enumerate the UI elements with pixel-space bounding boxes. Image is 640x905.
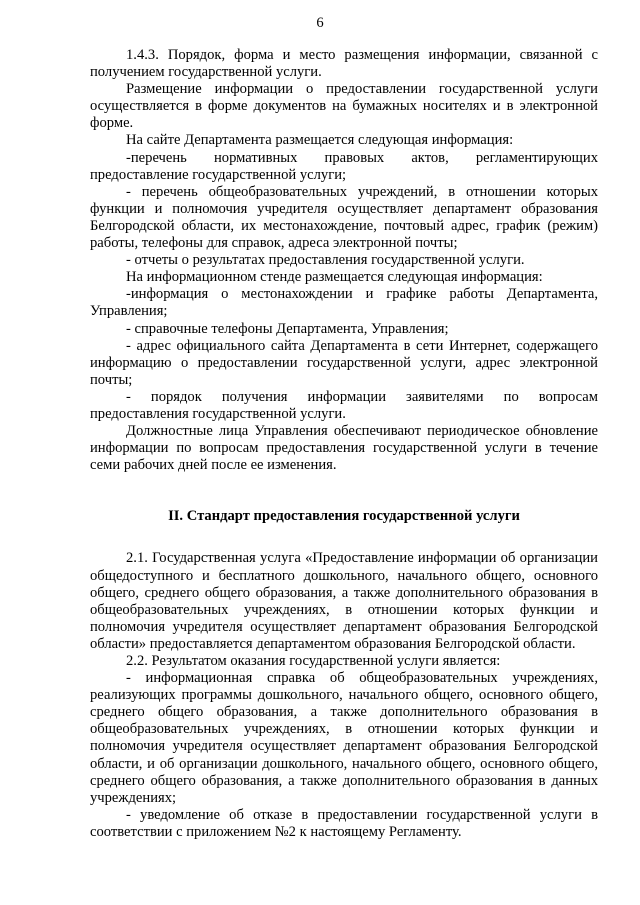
list-item-info-certificate: - информационная справка об общеобразовательных учреждениях, реализующих программы дошкольного, начального общего, основного общего, среднего общего образования, а также дополнительного образования в общеобразовательных учреждениях, в отношении которых функции и полномочия учредителя осуществляет департамент образования Белгородской области, и об организации дошкольного, начального общего, основного общего, среднего общего образования, а также дополнительного образования в данных учреждениях; <box>90 670 598 806</box>
list-item-refusal-notice: - уведомление об отказе в предоставлении государственной услуги в соответствии с приложением №2 к настоящему Регламенту. <box>90 806 598 840</box>
paragraph-2-1: 2.1. Государственная услуга «Предоставление информации об организации общедоступного и бесплатного дошкольного, начального общего, основного общего, среднего общего образования, а также дополнительного образования в общеобразовательных учреждениях, в отношении которых функции и полномочия учредителя осуществляет департамент образования Белгородской области» предоставляется департаментом образования Белгородской области. <box>90 550 598 652</box>
paragraph-1-4-3: 1.4.3. Порядок, форма и место размещения информации, связанной с получением государственной услуги. <box>90 47 598 81</box>
list-item-institutions-list: - перечень общеобразовательных учреждений, в отношении которых функции и полномочия учредителя осуществляет департамент образования Белгородской области, их местонахождение, почтовый адрес, график (режим) работы, телефоны для справок, адреса электронной почты; <box>90 183 598 252</box>
section-heading: II. Стандарт предоставления государственной услуги <box>168 508 520 525</box>
paragraph-placement-form: Размещение информации о предоставлении государственной услуги осуществляется в форме документов на бумажных носителях и в электронной форме. <box>90 81 598 132</box>
page-number: 6 <box>316 15 324 31</box>
list-item-reports: - отчеты о результатах предоставления государственной услуги. <box>126 252 525 269</box>
list-item-info-procedure: - порядок получения информации заявителями по вопросам предоставления государственной услуги. <box>90 388 598 422</box>
list-item-normative-acts: -перечень нормативных правовых актов, регламентирующих предоставление государственной услуги; <box>90 149 598 183</box>
list-item-location-schedule: -информация о местонахождении и графике работы Департамента, Управления; <box>90 286 598 320</box>
list-item-website-address: - адрес официального сайта Департамента в сети Интернет, содержащего информацию о предоставлении государственной услуги, адрес электронной почты; <box>90 337 598 388</box>
paragraph-stand-info-intro: На информационном стенде размещается следующая информация: <box>126 269 543 286</box>
paragraph-2-2: 2.2. Результатом оказания государственной услуги является: <box>126 653 501 669</box>
list-item-phones: - справочные телефоны Департамента, Управления; <box>126 320 449 337</box>
document-body <box>90 47 598 841</box>
paragraph-officials-update: Должностные лица Управления обеспечивают периодическое обновление информации по вопросам предоставления государственной услуги в течение семи рабочих дней после ее изменения. <box>90 423 598 474</box>
paragraph-website-info-intro: На сайте Департамента размещается следующая информация: <box>126 132 514 149</box>
